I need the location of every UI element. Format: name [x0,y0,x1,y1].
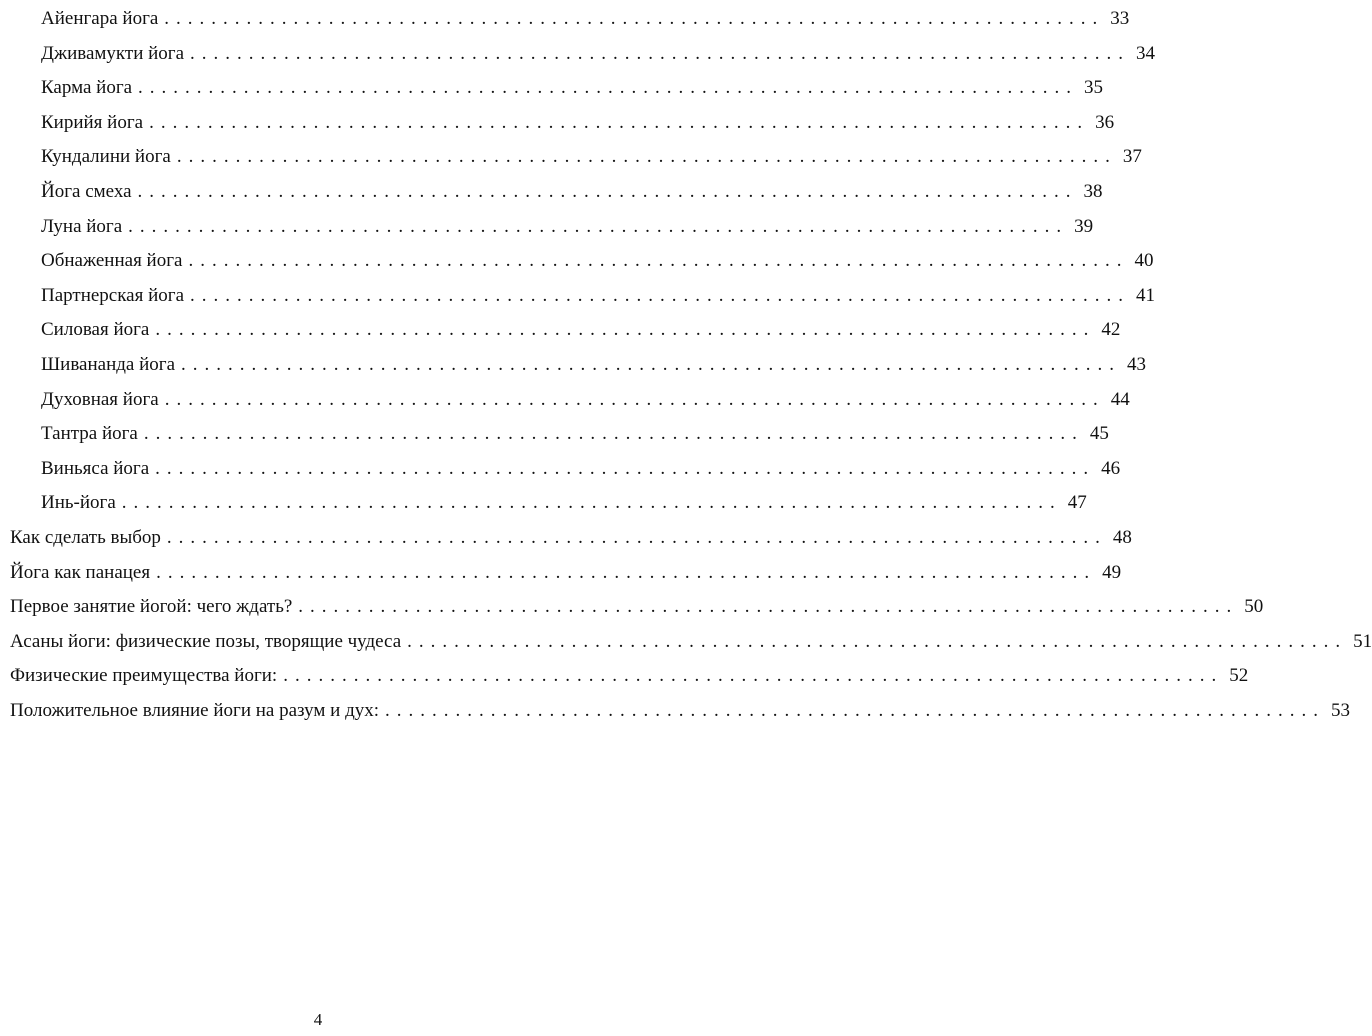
dot-leader: ................................................................................ [143,423,1084,445]
toc-entry-page: 42 [1101,319,1121,341]
dot-leader: ................................................................................ [283,665,1224,687]
toc-entry-title: Виньяса йога [41,457,150,479]
toc-entry-page: 48 [1112,527,1132,548]
toc-entry[interactable] [10,697,1351,725]
dot-leader: ................................................................................ [176,146,1117,168]
toc-entry[interactable] [10,593,1264,621]
toc-entry-title: Луна йога [41,215,123,237]
toc-entry-page: 47 [1067,492,1087,514]
toc-entry-page: 45 [1089,423,1109,445]
toc-entry[interactable] [41,178,1103,206]
dot-leader: ................................................................................ [138,77,1079,99]
page-number: 4 [313,1010,323,1029]
toc-entry-page: 51 [1353,630,1372,652]
dot-leader: ................................................................................ [188,250,1129,272]
toc-entry-title: Кирийя йога [41,111,144,133]
toc-entry-title: Тантра йога [41,423,138,445]
toc-entry[interactable] [41,316,1121,344]
toc-entry-page: 41 [1136,284,1156,306]
dot-leader: ................................................................................ [190,284,1131,306]
toc-entry-page: 39 [1074,215,1094,237]
dot-leader: ................................................................................ [137,181,1078,202]
dot-leader: ................................................................................ [156,561,1097,583]
toc-entry-title: Силовая йога [41,319,150,341]
toc-entry[interactable] [10,662,1249,690]
toc-entry-page: 49 [1102,561,1122,583]
toc-entry[interactable] [41,351,1147,379]
toc-entry[interactable] [41,420,1109,448]
dot-leader: ................................................................................ [128,215,1069,237]
dot-leader: ................................................................................ [121,492,1062,514]
toc-entry-page: 43 [1127,354,1147,375]
toc-entry-page: 33 [1110,8,1130,29]
toc-entry[interactable] [41,282,1156,310]
toc-entry-title: Духовная йога [41,388,159,410]
dot-leader: ................................................................................ [298,596,1239,618]
toc-entry-title: Обнаженная йога [41,250,183,272]
toc-entry-title: Первое занятие йогой: чего ждать? [10,596,293,618]
dot-leader: ................................................................................ [181,354,1122,375]
toc-entry[interactable] [41,489,1087,517]
toc-entry-title: Инь-йога [41,492,116,514]
toc-entry-title: Йога как панацея [10,561,151,583]
toc-entry[interactable] [41,213,1094,241]
toc-entry-page: 46 [1101,457,1121,479]
toc-entry-title: Асаны йоги: физические позы, творящие чудеса [10,630,402,652]
toc-entry[interactable] [41,455,1121,483]
toc-entry-page: 37 [1122,146,1142,168]
toc-entry[interactable] [41,247,1154,275]
toc-entry-page: 34 [1136,42,1156,64]
toc-entry[interactable] [41,74,1104,102]
dot-leader: ................................................................................ [166,527,1107,548]
dot-leader: ................................................................................ [190,42,1131,64]
toc-entry-title: Карма йога [41,77,133,99]
toc-entry[interactable] [10,524,1132,552]
toc-entry[interactable] [41,143,1142,171]
toc-entry-title: Кундалини йога [41,146,171,168]
toc-entry-title: Партнерская йога [41,284,185,306]
toc-entry[interactable] [10,559,1122,587]
dot-leader: ................................................................................ [149,111,1090,133]
toc-entry[interactable] [41,386,1130,414]
toc-entry-page: 53 [1331,700,1351,721]
toc-entry[interactable] [10,628,1372,656]
toc-entry-title: Как сделать выбор [10,527,161,548]
toc-entry-page: 44 [1110,388,1130,410]
toc-entry-page: 50 [1244,596,1264,618]
toc-entry-title: Положительное влияние йоги на разум и дух: [10,700,380,721]
toc-entry[interactable] [41,109,1115,137]
dot-leader: ................................................................................ [164,388,1105,410]
toc-entry-title: Физические преимущества йоги: [10,665,278,687]
toc-entry-page: 52 [1229,665,1249,687]
dot-leader: ................................................................................ [385,700,1326,721]
toc-entry-page: 35 [1084,77,1104,99]
toc-entry[interactable] [41,40,1156,68]
toc-entry-title: Йога смеха [41,181,132,202]
toc-entry-page: 36 [1095,111,1115,133]
toc-entry-title: Дживамукти йога [41,42,185,64]
toc-entry-title: Шивананда йога [41,354,176,375]
dot-leader: ................................................................................ [155,457,1096,479]
dot-leader: ................................................................................ [407,630,1348,652]
toc-entry-page: 38 [1083,181,1103,202]
toc-entry-title: Айенгара йога [41,8,159,29]
toc-entry-page: 40 [1134,250,1154,272]
dot-leader: ................................................................................ [155,319,1096,341]
toc-entry[interactable] [41,5,1130,33]
dot-leader: ................................................................................ [164,8,1105,29]
